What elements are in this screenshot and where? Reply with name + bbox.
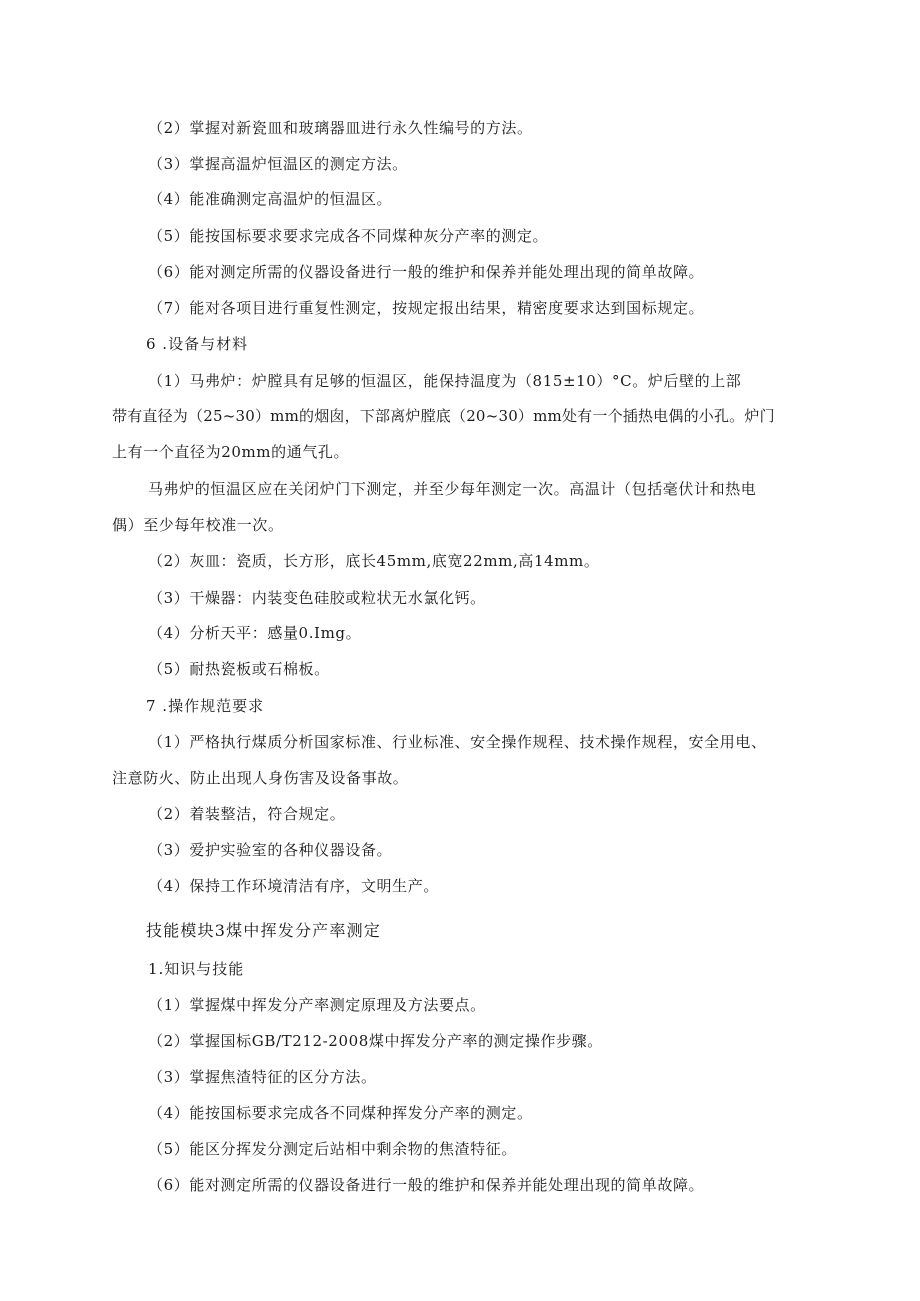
text-line: （2）灰皿：瓷质，长方形，底长45mm,底宽22mm,高14mm。 xyxy=(148,552,600,570)
text-line: 上有一个直径为20mm的通气孔。 xyxy=(112,443,350,461)
text-line: （6）能对测定所需的仪器设备进行一般的维护和保养并能处理出现的简单故障。 xyxy=(148,263,705,281)
text-line: （2）掌握对新瓷皿和玻璃器皿进行永久性编号的方法。 xyxy=(148,119,533,137)
text-line: （2）掌握国标GB/T212-2008煤中挥发分产率的测定操作步骤。 xyxy=(148,1032,603,1050)
text-line: （4）分析天平：感量0.Img。 xyxy=(148,624,362,642)
text-line: （1）掌握煤中挥发分产率测定原理及方法要点。 xyxy=(148,996,486,1014)
text-line: （5）能区分挥发分测定后站相中剩余物的焦渣特征。 xyxy=(148,1140,517,1158)
section-heading: 6 .设备与材料 xyxy=(146,335,249,353)
text-line: （4）能按国标要求完成各不同煤种挥发分产率的测定。 xyxy=(148,1104,533,1122)
text-line: 注意防火、防止出现人身伤害及设备事故。 xyxy=(112,769,409,787)
section-heading: 7 .操作规范要求 xyxy=(146,697,265,715)
text-line: （3）爱护实验室的各种仪器设备。 xyxy=(148,841,393,859)
text-line: （1）严格执行煤质分析国家标准、行业标准、安全操作规程、技术操作规程，安全用电、 xyxy=(148,733,767,751)
text-line: （2）着装整洁，符合规定。 xyxy=(148,805,346,823)
text-line: （3）掌握焦渣特征的区分方法。 xyxy=(148,1068,377,1086)
text-line: 带有直径为（25~30）mm的烟囱，下部离炉膛底（20~30）mm处有一个插热电偶的小孔。炉门 xyxy=(112,407,775,425)
text-line: （1）马弗炉：炉膛具有足够的恒温区，能保持温度为（815±10）°C。炉后壁的上部 xyxy=(148,372,742,390)
text-line: （6）能对测定所需的仪器设备进行一般的维护和保养并能处理出现的简单故障。 xyxy=(148,1176,705,1194)
text-line: （5）能按国标要求要求完成各不同煤种灰分产率的测定。 xyxy=(148,227,549,245)
text-line: （4）能准确测定高温炉的恒温区。 xyxy=(148,190,393,208)
text-line: 偶）至少每年校准一次。 xyxy=(112,516,284,534)
text-line: （3）掌握高温炉恒温区的测定方法。 xyxy=(148,155,408,173)
section-heading: 1.知识与技能 xyxy=(148,960,245,978)
text-line: 马弗炉的恒温区应在关闭炉门下测定，并至少每年测定一次。高温计（包括毫伏计和热电 xyxy=(148,480,757,498)
text-line: （5）耐热瓷板或石棉板。 xyxy=(148,660,330,678)
text-line: （4）保持工作环境清洁有序，文明生产。 xyxy=(148,877,439,895)
text-line: （3）干燥器：内装变色硅胶或粒状无水氯化钙。 xyxy=(148,589,486,607)
module-title: 技能模块3煤中挥发分产率测定 xyxy=(146,921,381,940)
text-line: （7）能对各项目进行重复性测定，按规定报出结果，精密度要求达到国标规定。 xyxy=(148,299,705,317)
